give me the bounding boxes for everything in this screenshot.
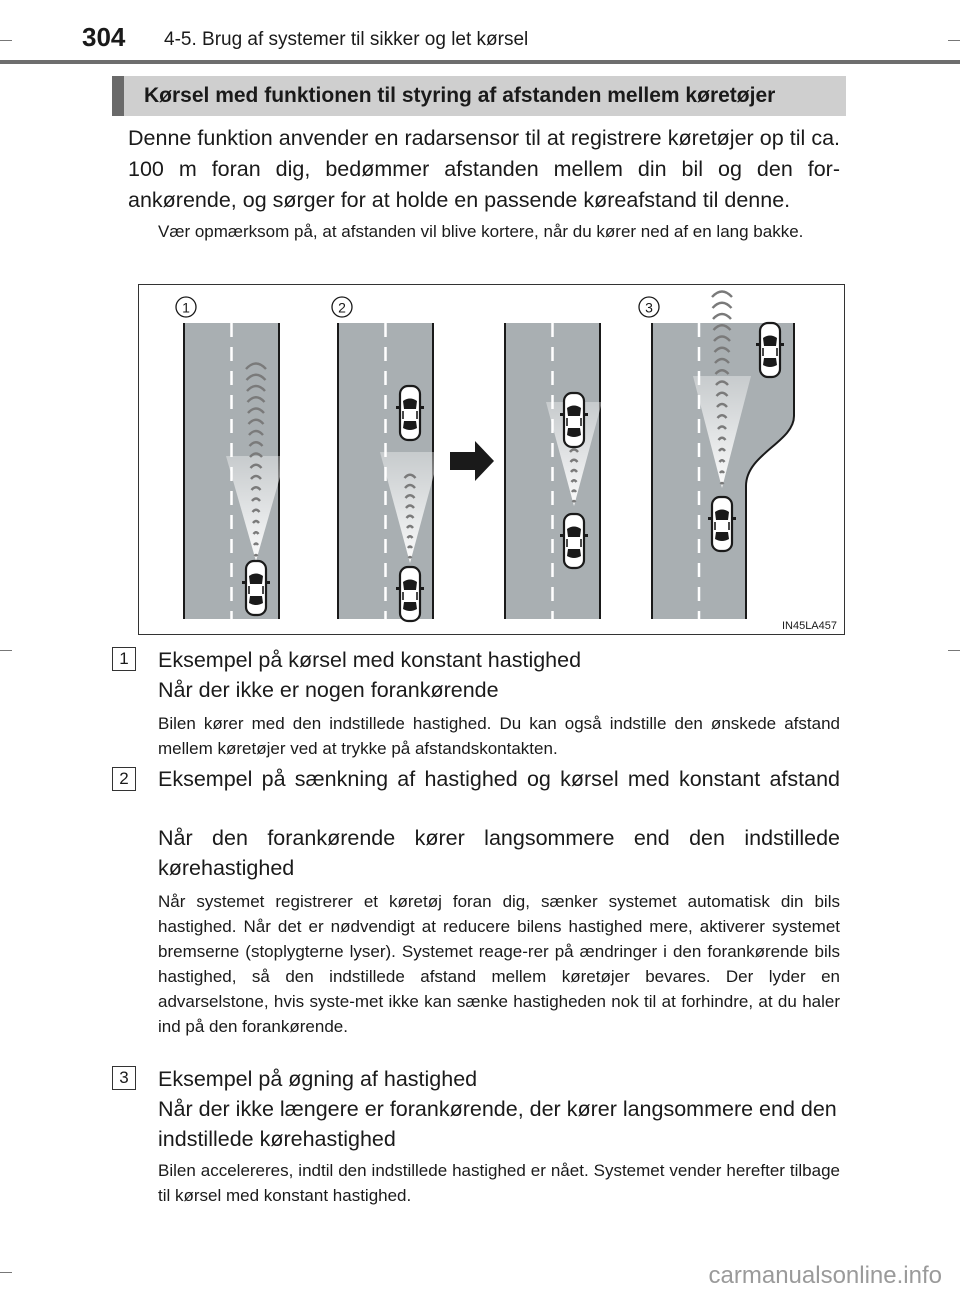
chapter-title: 4-5. Brug af systemer til sikker og let kørsel xyxy=(164,29,529,50)
item-3-subtitle: Når der ikke længere er forankørende, der kører langsommere end den indstillede kørehastighed xyxy=(158,1097,837,1151)
crop-mark xyxy=(948,40,960,41)
road-scene-2b xyxy=(505,323,602,619)
section-heading-bar xyxy=(112,76,846,116)
road-scene-2 xyxy=(338,323,440,621)
item-3-body: Bilen accelereres, indtil den indstillede hastighed er nået. Systemet vender herefter tilbage til kørsel med konstant hastighed. xyxy=(158,1161,840,1205)
watermark: carmanualsonline.info xyxy=(708,1262,942,1289)
item-2-subtitle: Når den forankørende kører langsommere end den indstillede kørehastighed xyxy=(158,826,840,880)
item-number-2: 2 xyxy=(112,767,136,791)
item-1-body: Bilen kører med den indstillede hastighed. Du kan også indstille den ønskede afstand mellem køretøjer ved at trykke på afstandskontakten. xyxy=(158,714,840,758)
road-scene-1 xyxy=(184,323,286,619)
header-rule xyxy=(0,60,960,64)
crop-mark xyxy=(948,650,960,651)
svg-text:2: 2 xyxy=(338,299,346,316)
acc-illustration xyxy=(138,284,845,635)
crop-mark xyxy=(0,650,12,651)
figure-label-1 xyxy=(176,297,196,317)
intro-paragraph: Denne funktion anvender en radarsensor til at registrere køretøjer op til ca. 100 m foran dig, bedømmer afstanden mellem din bil og den for-ankørende, og sørger for at holde en passende køreafstand til denne. xyxy=(128,126,840,212)
figure-label-2 xyxy=(332,297,352,317)
item-1-subtitle: Når der ikke er nogen forankørende xyxy=(158,678,499,702)
section-title: Kørsel med funktionen til styring af afstanden mellem køretøjer xyxy=(144,84,776,107)
item-1-title: Eksempel på kørsel med konstant hastighed xyxy=(158,648,582,672)
item-3-title: Eksempel på øgning af hastighed xyxy=(158,1067,478,1091)
item-number-1: 1 xyxy=(112,647,136,671)
note-paragraph: Vær opmærksom på, at afstanden vil blive kortere, når du kører ned af en lang bakke. xyxy=(158,222,804,241)
svg-text:3: 3 xyxy=(645,299,653,316)
figure-label-3 xyxy=(639,297,659,317)
svg-text:1: 1 xyxy=(182,299,190,316)
item-2-title: Eksempel på sænkning af hastighed og kørsel med konstant afstand xyxy=(158,767,840,791)
item-2-body: Når systemet registrerer et køretøj foran dig, sænker systemet automatisk din bils hastighed. Når det er nødvendigt at reducere bilens hastighed mere, aktiverer systemet bremserne (stoplygterne lyser). Systemet reage-rer på ændringer i den forankørende bils hastighed, så den indstillede afstand mellem køretøjer bevares. Der lyder en advarselstone, hvis syste-met ikke kan sænke hastigheden nok til at forhindre, at du haler ind på den forankørende. xyxy=(158,892,840,1036)
figure-code: IN45LA457 xyxy=(781,620,837,632)
page-number: 304 xyxy=(82,22,126,52)
crop-mark xyxy=(0,40,12,41)
item-number-3: 3 xyxy=(112,1066,136,1090)
crop-mark xyxy=(0,1272,12,1273)
